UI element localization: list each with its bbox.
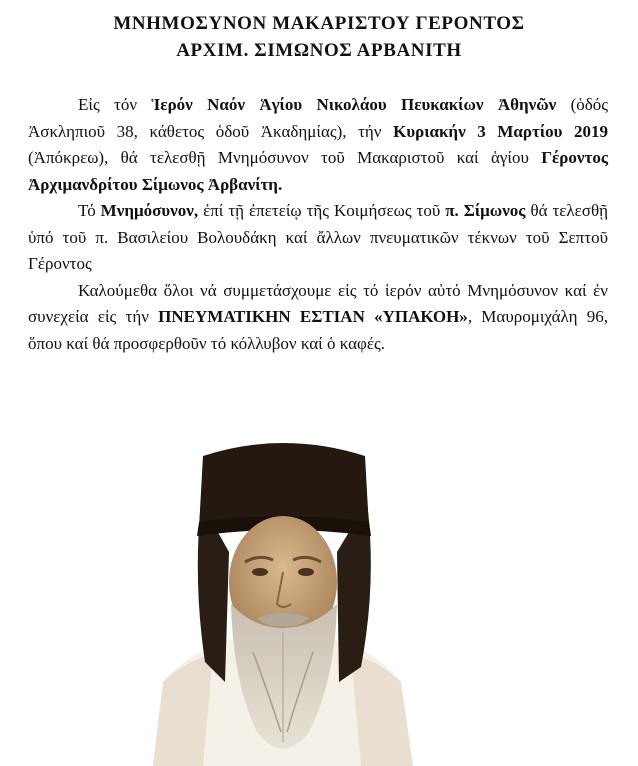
elder-name: Γέροντος Ἀρχιμανδρίτου Σίμωνος Ἀρβανίτη.	[28, 148, 608, 194]
paragraph-invitation	[28, 278, 608, 358]
portrait-illustration	[133, 432, 425, 766]
text-fragment: Τό	[78, 201, 101, 220]
text-fragment: (ὁδός Ἀσκληπιοῦ 38, κάθετος ὁδοῦ Ἀκαδημίας), τήν	[28, 95, 609, 141]
text-fragment: Καλούμεθα ὅλοι νά συμμετάσχουμε εἰς τό ἱερόν αὐτό Μνημόσυνον καί ἐν συνεχεία εἰς τήν	[28, 280, 608, 326]
title-line-1: ΜΝΗΜΟΣΥΝΟΝ ΜΑΚΑΡΙΣΤΟΥ ΓΕΡΟΝΤΟΣ	[113, 13, 525, 34]
paragraph-celebrant	[28, 198, 608, 278]
father-simon: π. Σίμωνος	[445, 201, 526, 220]
memorial-word: Μνημόσυνον,	[100, 201, 199, 220]
memorial-title	[0, 10, 638, 64]
text-fragment: ἐπί τῇ ἐπετείῳ τῆς Κοιμήσεως τοῦ	[198, 201, 446, 220]
text-fragment: , Μαυρομιχάλη 96, ὅπου καί θά προσφερθοῦν τό κόλλυβον καί ὁ καφές.	[28, 307, 608, 353]
memorial-date: Κυριακήν 3 Μαρτίου 2019	[393, 121, 609, 141]
announcement-text	[28, 92, 608, 357]
venue-name: ΠΝΕΥΜΑΤΙΚΗΝ ΕΣΤΙΑΝ «ΥΠΑΚΟΗ»	[158, 307, 468, 326]
paragraph-location	[28, 92, 608, 198]
title-line-2: ΑΡΧΙΜ. ΣΙΜΩΝΟΣ ΑΡΒΑΝΙΤΗ	[176, 40, 462, 61]
elder-portrait-photo	[133, 432, 425, 766]
text-fragment: (Ἀπόκρεω), θά τελεσθῇ Μνημόσυνον τοῦ Μακαριστοῦ καί ἁγίου	[28, 148, 542, 167]
text-fragment: Εἰς τόν	[78, 95, 152, 114]
church-name: Ἱερόν Ναόν Ἁγίου Νικολάου Πευκακίων Ἀθηνῶν	[151, 95, 557, 114]
text-fragment: θά τελεσθῇ ὑπό τοῦ π. Βασιλείου Βολουδάκη καί ἄλλων πνευματικῶν τέκνων τοῦ Σεπτοῦ Γέροντος	[28, 201, 608, 273]
